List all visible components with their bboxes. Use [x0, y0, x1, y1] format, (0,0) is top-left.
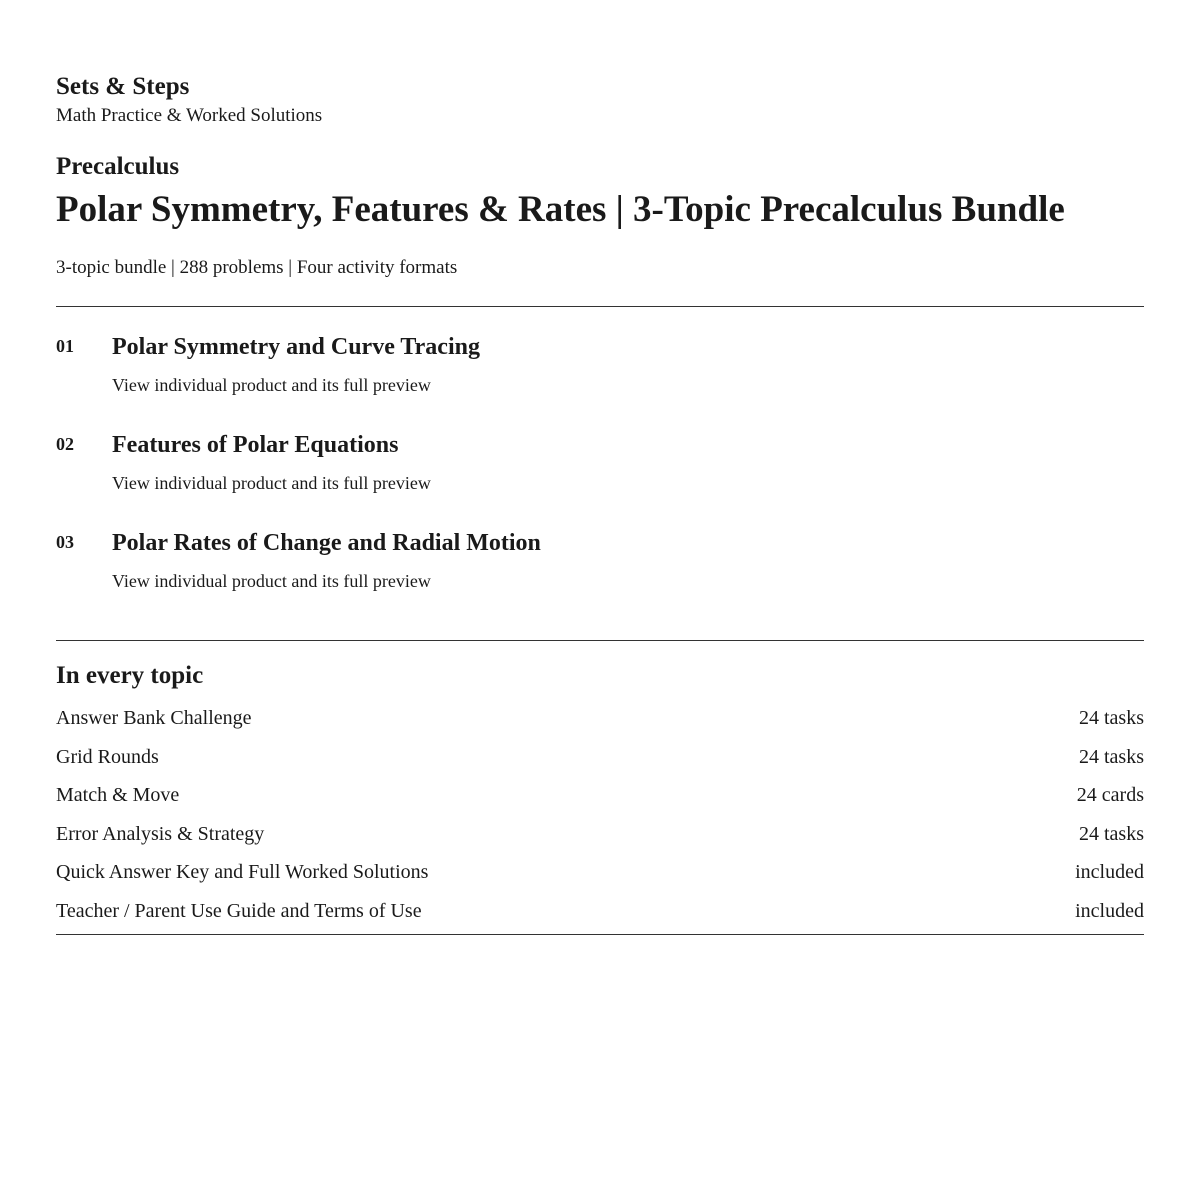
brand-tagline: Math Practice & Worked Solutions	[56, 105, 323, 126]
feature-row	[56, 782, 1144, 821]
feature-value: 24 tasks	[1079, 745, 1144, 768]
topic-item	[56, 527, 1144, 625]
every-topic-heading: In every topic	[56, 662, 204, 689]
bundle-meta: 3-topic bundle | 288 problems | Four activity formats	[56, 257, 458, 278]
view-product-link[interactable]: View individual product and its full preview	[112, 571, 431, 591]
subject-label: Precalculus	[56, 153, 180, 180]
topic-number: 01	[56, 336, 74, 356]
feature-value: included	[1075, 899, 1144, 922]
feature-row	[56, 744, 1144, 783]
divider	[56, 640, 1144, 641]
feature-row	[56, 821, 1144, 860]
brand-name: Sets & Steps	[56, 73, 190, 100]
feature-row	[56, 859, 1144, 898]
view-product-link[interactable]: View individual product and its full preview	[112, 473, 431, 493]
topic-list	[56, 331, 1144, 625]
page-title: Polar Symmetry, Features & Rates | 3-Topic Precalculus Bundle	[56, 189, 1065, 230]
feature-list	[56, 705, 1144, 936]
feature-value: included	[1075, 861, 1144, 883]
topic-number: 03	[56, 532, 74, 552]
topic-title: Features of Polar Equations	[112, 432, 399, 458]
feature-value: 24 tasks	[1079, 822, 1144, 845]
topic-title: Polar Rates of Change and Radial Motion	[112, 530, 541, 556]
feature-label: Match & Move	[56, 784, 180, 806]
feature-label: Error Analysis & Strategy	[56, 822, 265, 845]
topic-item	[56, 331, 1144, 429]
topic-title: Polar Symmetry and Curve Tracing	[112, 334, 480, 360]
view-product-link[interactable]: View individual product and its full preview	[112, 375, 431, 395]
feature-row	[56, 898, 1144, 937]
feature-row	[56, 705, 1144, 744]
brand-header	[56, 72, 1144, 128]
topic-item	[56, 429, 1144, 527]
feature-label: Teacher / Parent Use Guide and Terms of Use	[56, 899, 422, 922]
feature-label: Answer Bank Challenge	[56, 707, 252, 729]
feature-label: Quick Answer Key and Full Worked Solutions	[56, 861, 429, 883]
feature-value: 24 cards	[1076, 784, 1144, 806]
feature-value: 24 tasks	[1079, 707, 1144, 729]
divider	[56, 306, 1144, 307]
topic-number: 02	[56, 434, 74, 454]
feature-label: Grid Rounds	[56, 745, 159, 768]
